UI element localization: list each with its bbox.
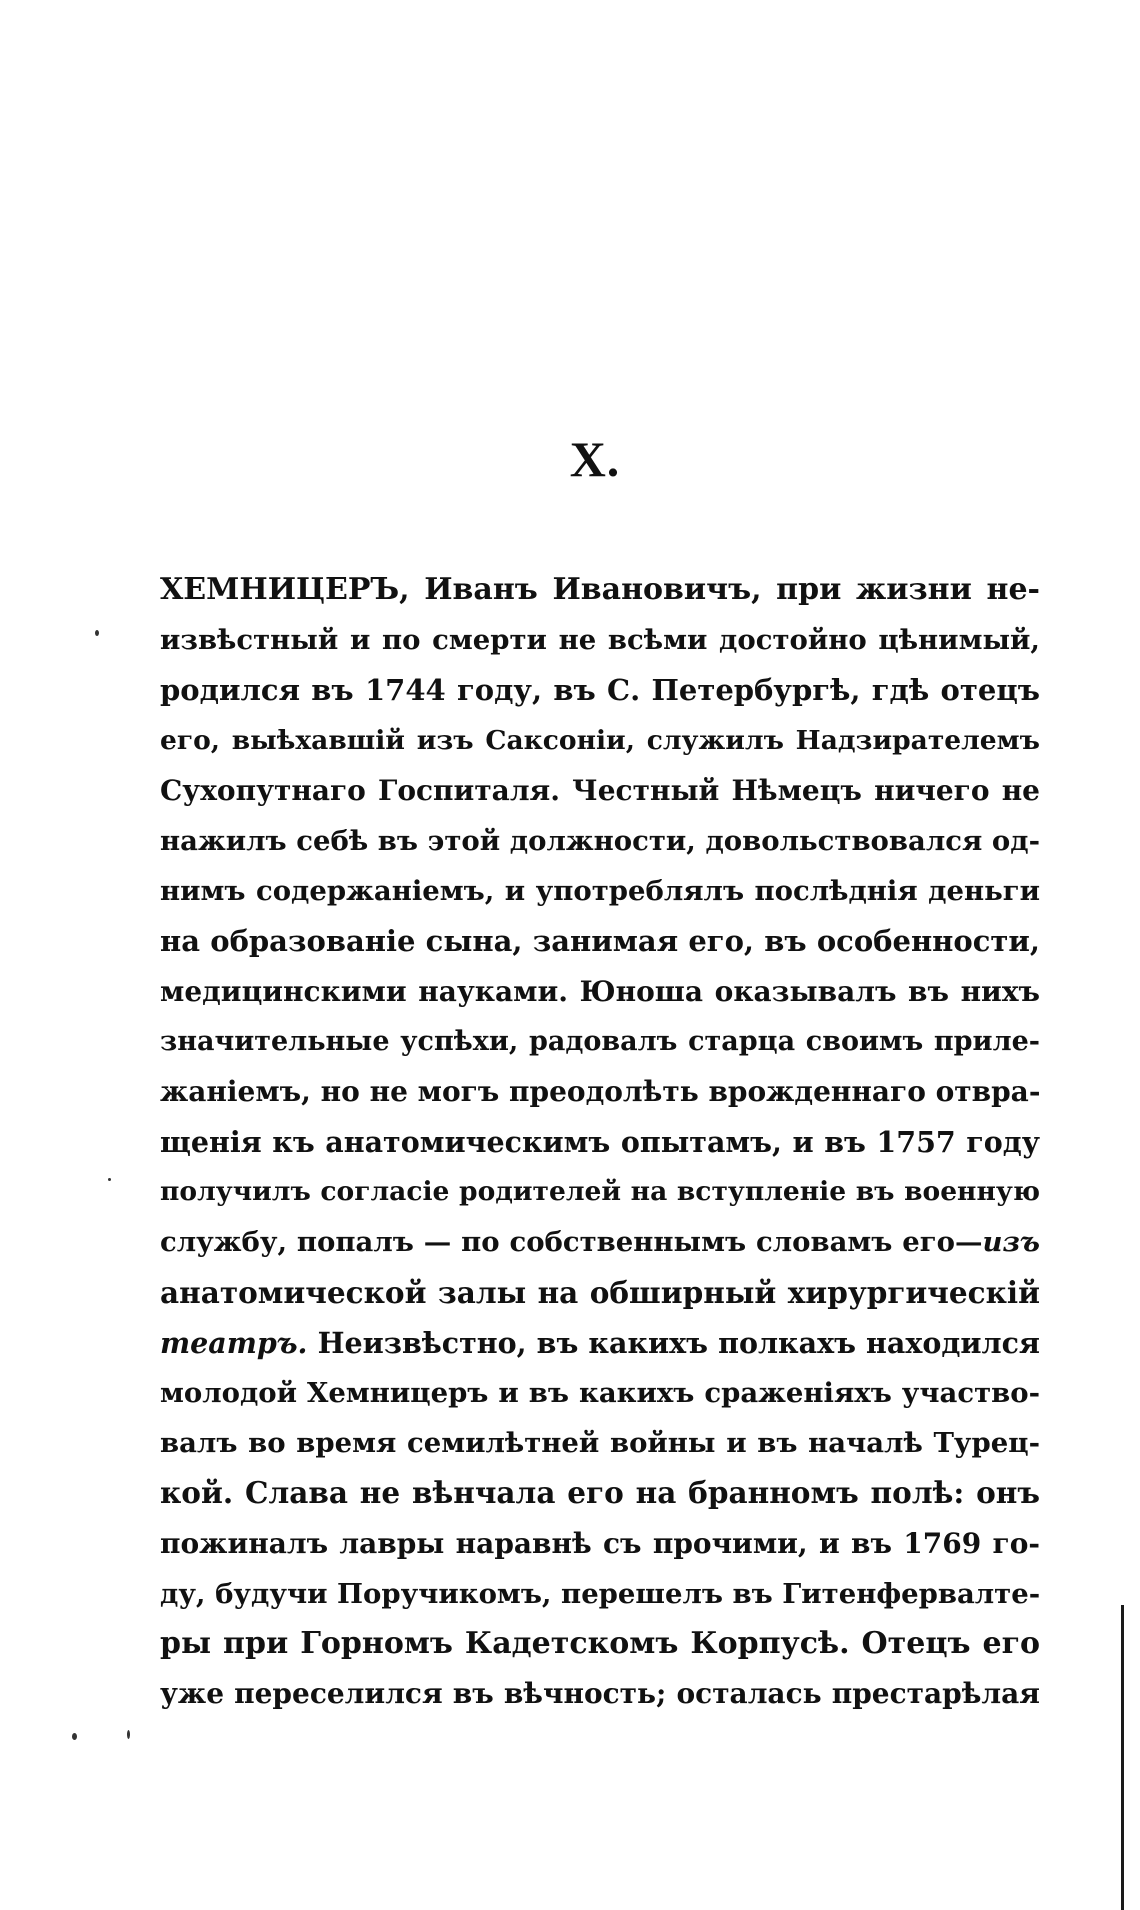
text-line: жаніемъ, но не могъ преодолѣть врожденнаго отвра- [160, 1074, 1041, 1108]
text-line: нажилъ себѣ въ этой должности, довольствовался од- [160, 824, 1040, 857]
text-line: на образованіе сына, занимая его, въ особенности, [160, 924, 1040, 959]
body-text [160, 565, 1040, 1719]
scan-speck [108, 1178, 111, 1181]
chapter-heading: X. [569, 431, 621, 487]
text-line [160, 1217, 1040, 1267]
text-line: ду, будучи Поручикомъ, перешелъ въ Гитенфервалте- [160, 1577, 1041, 1610]
scan-speck [72, 1733, 77, 1740]
text-line [160, 1318, 1040, 1368]
italic-text: театръ. [160, 1325, 308, 1360]
text-line: пожиналъ лавры наравнѣ съ прочими, и въ 1769 го- [160, 1526, 1040, 1560]
italic-text-line: анатомической залы на обширный хирургическій [160, 1274, 1040, 1310]
text-line: нимъ содержаніемъ, и употреблялъ послѣднія деньги [160, 875, 1040, 908]
text-line: молодой Хемницеръ и въ какихъ сраженіяхъ участво- [160, 1377, 1040, 1409]
text-line: уже переселился въ вѣчность; осталась престарѣлая [160, 1677, 1040, 1711]
text-line: родился въ 1744 году, въ С. Петербургѣ, гдѣ отецъ [160, 673, 1040, 708]
text-line: ры при Горномъ Кадетскомъ Корпусѣ. Отецъ его [160, 1625, 1040, 1661]
text-line: валъ во время семилѣтней войны и въ началѣ Турец- [160, 1427, 1040, 1460]
text-line: Сухопутнаго Госпиталя. Честный Нѣмецъ ничего не [160, 773, 1040, 807]
text-line: его, выѣхавшій изъ Саксоніи, служилъ Надзирателемъ [160, 724, 1040, 756]
text-segment: Неизвѣстно, въ какихъ полкахъ находился [317, 1325, 1040, 1360]
scan-speck [127, 1730, 130, 1739]
italic-text: изъ [982, 1226, 1040, 1259]
text-line: значительные успѣхи, радовалъ старца своимъ прилe- [160, 1025, 1040, 1057]
text-line: щенія къ анатомическимъ опытамъ, и въ 1757 году [160, 1125, 1040, 1160]
text-line: медицинскими науками. Юноша оказывалъ въ нихъ [160, 974, 1040, 1008]
text-segment: службу, попалъ — по собственнымъ словамъ его— [160, 1226, 983, 1259]
scan-speck [95, 630, 99, 636]
text-line: извѣстный и по смерти не всѣми достойно цѣнимый, [160, 624, 1040, 657]
text-line: ХЕМНИЦЕРЪ, Иванъ Ивановичъ, при жизни не- [160, 572, 1040, 607]
page-edge-rule [1121, 1605, 1124, 1910]
text-line: получилъ согласіе родителей на вступленіе въ военную [160, 1176, 1040, 1208]
text-line: кой. Слава не вѣнчала его на бранномъ полѣ: онъ [160, 1475, 1040, 1511]
